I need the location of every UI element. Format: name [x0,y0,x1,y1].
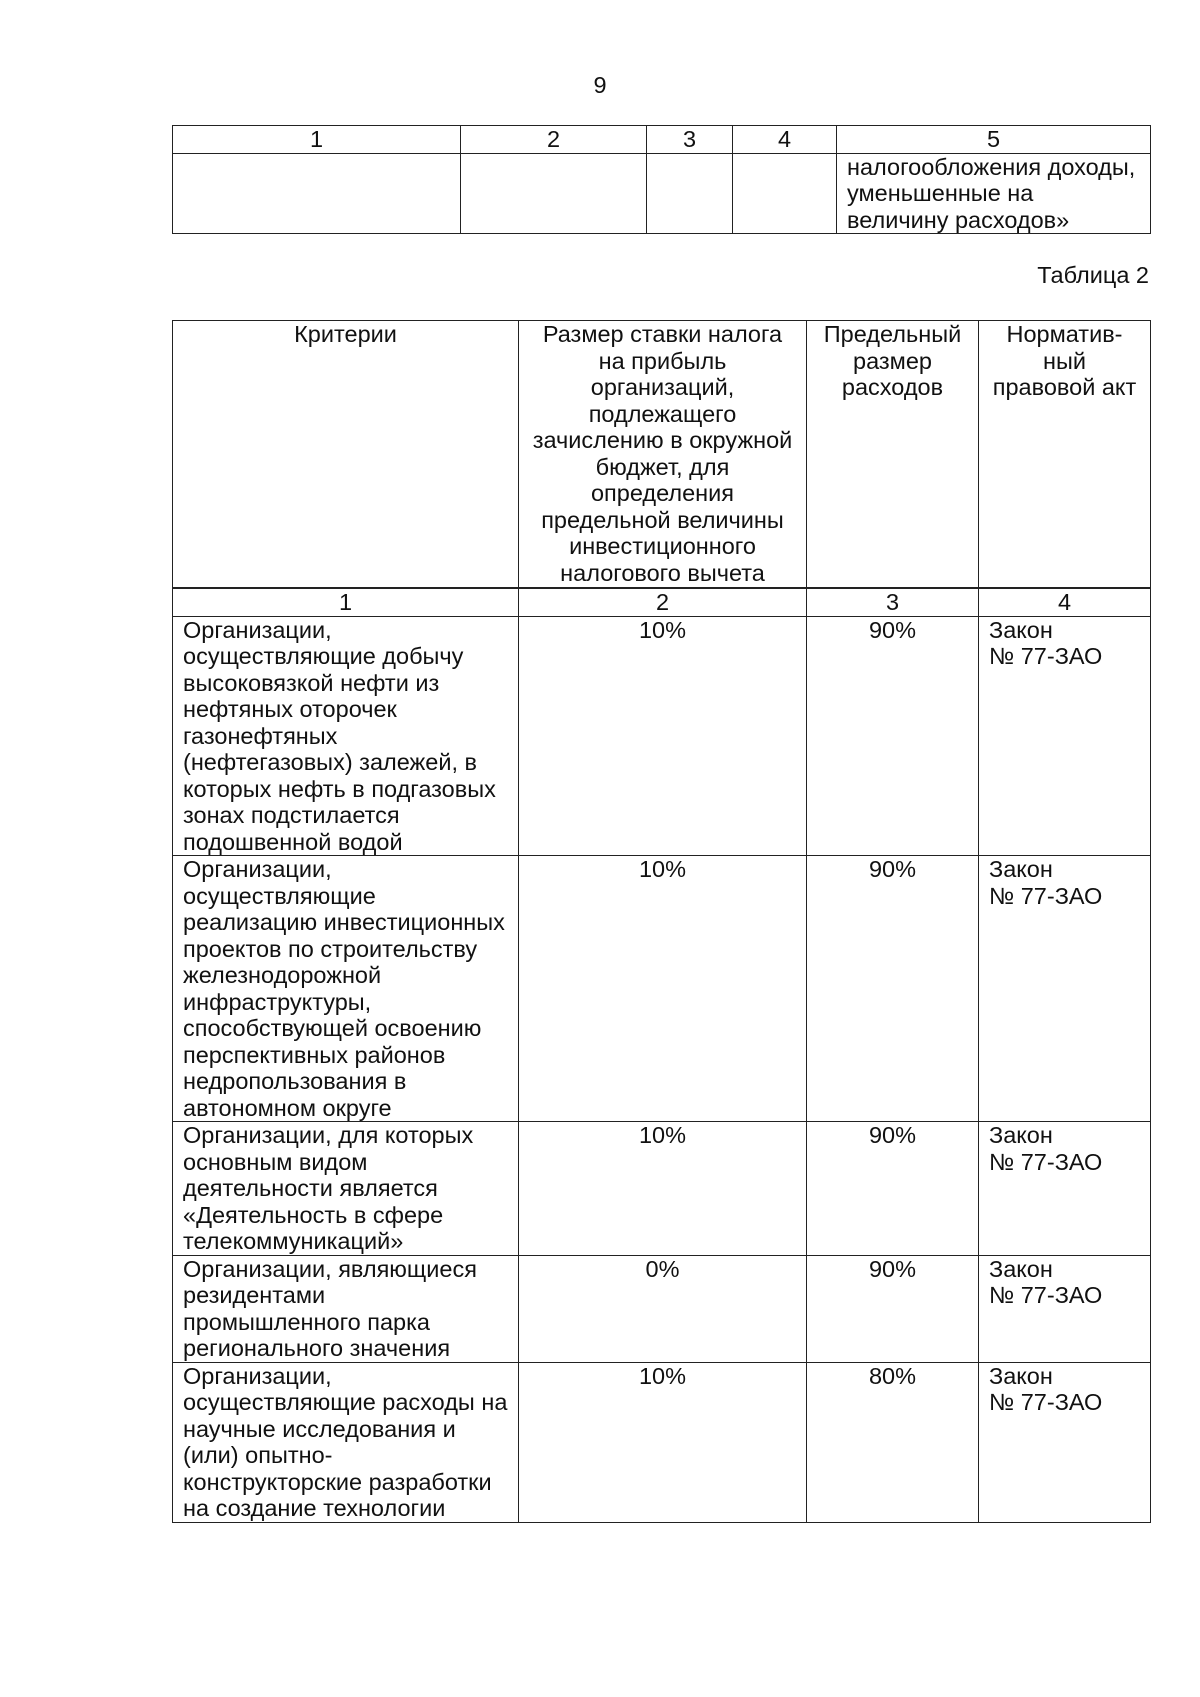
table-row [173,856,1151,1122]
criteria-cell: Организации, для которых основным видом деятельности является «Деятельность в сфере телекоммуникаций» [173,1122,519,1256]
legal-act-cell [979,1255,1151,1362]
legal-act-number: № 77-ЗАО [989,643,1103,669]
table-row [173,1122,1151,1256]
legal-act-number: № 77-ЗАО [989,1148,1103,1175]
rate-cell: 10% [519,616,807,856]
limit-cell: 90% [807,1255,979,1362]
table-cell [461,153,647,234]
header-expense-limit: Предельный размер расходов [807,321,979,588]
legal-act-number: № 77-ЗАО [989,1389,1103,1415]
column-number-row [173,589,1151,617]
legal-act-number: № 77-ЗАО [989,882,1103,909]
table-row [173,1362,1151,1522]
legal-act-number: № 77-ЗАО [989,1282,1103,1308]
table2-body [172,588,1151,1523]
criteria-cell: Организации, осуществляющие реализацию инвестиционных проектов по строительству железнодорожной инфраструктуры, способствующей освоению перспективных районов недропользования в автономном округе [173,856,519,1122]
rate-cell: 10% [519,1362,807,1522]
header-legal-act: Норматив-ный правовой акт [979,321,1151,588]
legal-act-title: Закон [989,1255,1053,1282]
column-number: 2 [519,589,807,617]
criteria-cell: Организации, осуществляющие расходы на научные исследования и (или) опытно-конструкторские разработки на создание технологии [173,1362,519,1522]
table-caption: Таблица 2 [1037,262,1149,288]
column-number: 4 [979,589,1151,617]
table-cell [733,153,837,234]
column-number: 4 [733,126,837,154]
legal-act-cell [979,1362,1151,1522]
header-criteria: Критерии [173,321,519,588]
column-number: 3 [807,589,979,617]
rate-cell: 0% [519,1255,807,1362]
criteria-cell: Организации, осуществляющие добычу высоковязкой нефти из нефтяных оторочек газонефтяных (нефтегазовых) залежей, в которых нефть в подгазовых зонах подстилается подошвенной водой [173,616,519,856]
table-cell [173,153,461,234]
legal-act-cell [979,1122,1151,1256]
legal-act-title: Закон [989,856,1053,882]
header-tax-rate: Размер ставки налога на прибыль организаций, подлежащего зачислению в окружной бюджет, для определения предельной величины инвестиционного налогового вычета [519,321,807,588]
legal-act-title: Закон [989,616,1053,643]
column-number: 1 [173,589,519,617]
limit-cell: 90% [807,1122,979,1256]
rate-cell: 10% [519,1122,807,1256]
page-number: 9 [593,72,607,98]
continuation-table [172,125,1151,234]
table-row [173,616,1151,856]
legal-act-cell [979,616,1151,856]
limit-cell: 80% [807,1362,979,1522]
table2-header [172,320,1151,588]
table-row [173,1255,1151,1362]
table-row [173,153,1151,234]
limit-cell: 90% [807,856,979,1122]
legal-act-title: Закон [989,1362,1053,1389]
legal-act-title: Закон [989,1122,1053,1148]
column-number: 5 [837,126,1151,154]
header-row [173,321,1151,588]
column-number-row [173,126,1151,154]
column-number: 1 [173,126,461,154]
rate-cell: 10% [519,856,807,1122]
column-number: 2 [461,126,647,154]
limit-cell: 90% [807,616,979,856]
column-number: 3 [647,126,733,154]
criteria-cell: Организации, являющиеся резидентами промышленного парка регионального значения [173,1255,519,1362]
table-cell [647,153,733,234]
table-cell: налогообложения доходы, уменьшенные на величину расходов» [837,153,1151,234]
legal-act-cell [979,856,1151,1122]
